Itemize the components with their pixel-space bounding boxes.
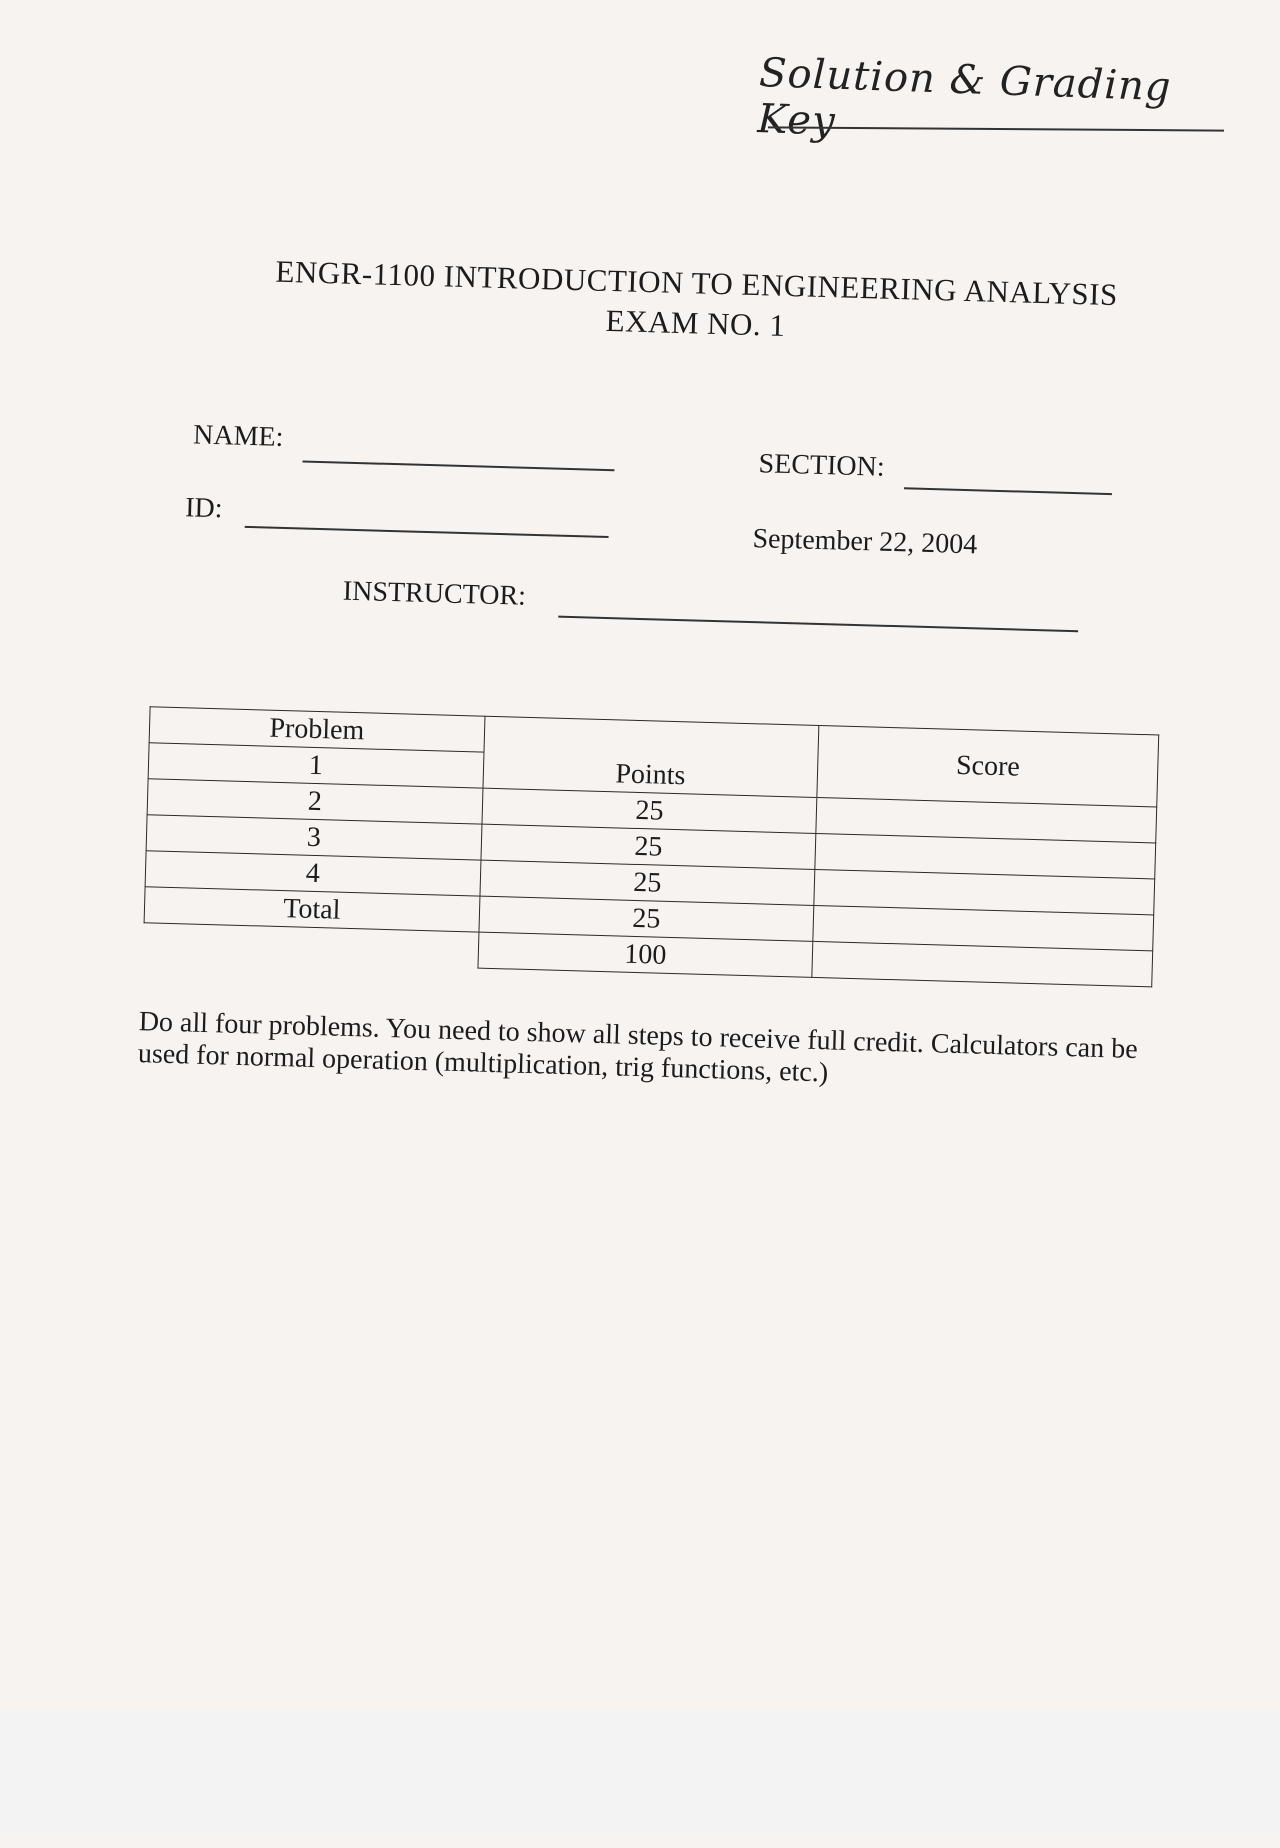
instructor-field[interactable] (558, 616, 1078, 632)
instructor-label: INSTRUCTOR: (342, 575, 527, 612)
course-title: ENGR-1100 INTRODUCTION TO ENGINEERING ANALYSIS (275, 253, 1119, 313)
header-problem: Problem (149, 707, 485, 752)
section-label: SECTION: (758, 448, 886, 483)
score-table (143, 706, 1160, 987)
exam-date: September 22, 2004 (752, 523, 978, 561)
points-cell: 25 (480, 860, 816, 905)
points-cell: 25 (482, 788, 818, 833)
name-label: NAME: (192, 419, 284, 453)
problem-cell: 4 (145, 851, 481, 896)
points-cell: 25 (479, 896, 815, 941)
exam-title: EXAM NO. 1 (605, 302, 786, 343)
id-field[interactable] (245, 526, 609, 538)
points-cell: 25 (481, 824, 817, 869)
name-field[interactable] (303, 460, 615, 470)
exam-header (210, 250, 1182, 357)
problem-cell: 2 (147, 779, 483, 824)
problem-cell: 1 (148, 743, 484, 788)
problem-cell: Total (144, 887, 480, 932)
problem-cell: 3 (146, 815, 482, 860)
handwritten-note: Solution & Grading Key (756, 50, 1173, 145)
points-total-cell: 100 (478, 932, 814, 977)
section-field[interactable] (904, 487, 1112, 494)
exam-instructions: Do all four problems. You need to show all steps to receive full credit. Calculators can be used for normal operation (multiplication, trig functions, etc.) (137, 1006, 1139, 1089)
header-points: Points (483, 716, 820, 797)
header-score: Score (817, 726, 1159, 807)
id-label: ID: (184, 492, 223, 525)
